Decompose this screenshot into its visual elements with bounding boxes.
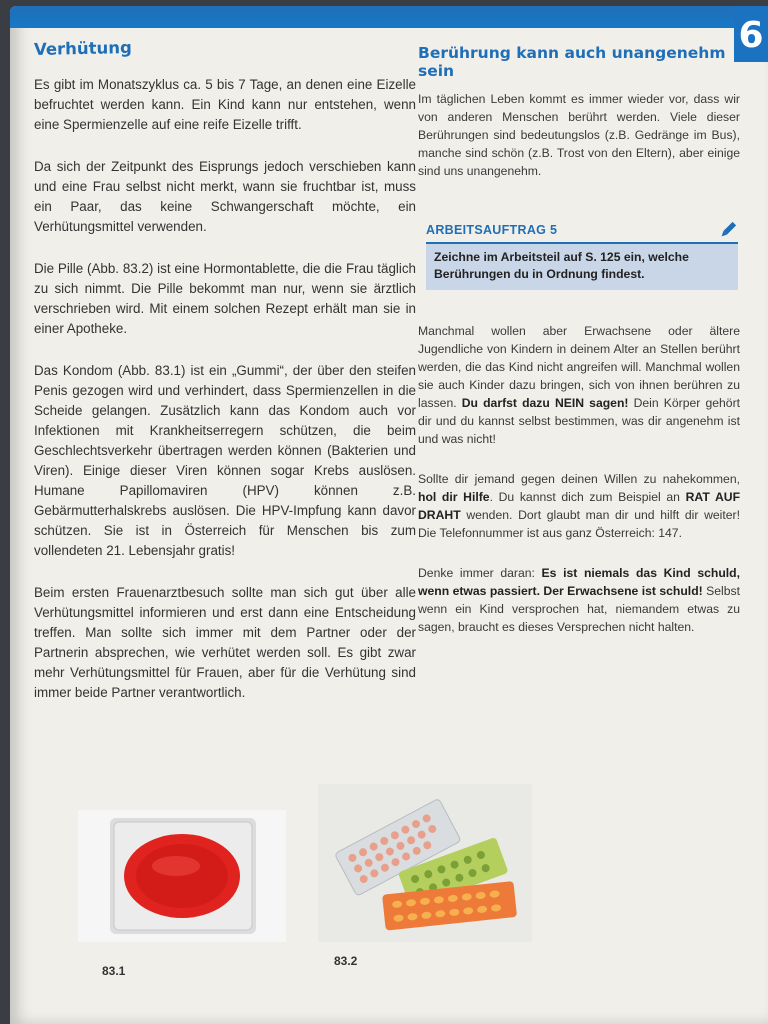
pill-pack-illustration: [318, 784, 532, 942]
emphasis: Du darfst dazu NEIN sagen!: [461, 396, 629, 410]
top-color-bar: [10, 6, 768, 28]
emphasis-rat-auf-draht: RAT AUF DRAHT: [418, 490, 741, 522]
text: Dein Körper gehört dir und du kannst selbst bestimmen, was dir angenehm ist und was nicht!: [418, 396, 741, 446]
paragraph: Beim ersten Frauenarztbesuch sollte man sich gut über alle Verhütungsmittel informieren und erst dann eine Entscheidung treffen. Man sollte sich immer mit dem Partner oder der Partnerin absprechen, wie verhütet werden soll. Es gibt zwar mehr Verhütungsmittel für Frauen, aber für die Verhütung sind immer beide Partner verantwortlich.: [34, 585, 416, 700]
condom-photo: [78, 810, 286, 942]
text: wenden. Dort glaubt man dir und hilft dir weiter! Die Telefonnummer ist aus ganz Österreich: 147.: [418, 508, 740, 540]
right-column: [418, 44, 740, 658]
text: Manchmal wollen aber Erwachsene oder ältere Jugendliche von Kindern in deinem Alter an Stellen berührt werden, die das Kind nicht angreifen will. Manchmal wollen sie auch Kinder dazu bringen, sich von ihnen berühren zu lassen.: [418, 324, 740, 410]
paragraph: Es gibt im Monatszyklus ca. 5 bis 7 Tage, an denen eine Eizelle befruchtet werden kann. Ein Kind kann nur entstehen, wenn eine Spermienzelle auf eine reife Eizelle trifft.: [34, 77, 416, 132]
paragraph-schuld: [418, 564, 740, 636]
task-text: Zeichne im Arbeitsteil auf S. 125 ein, welche Berührungen du in Ordnung findest.: [426, 244, 738, 290]
chapter-number-tab: 6: [734, 6, 768, 62]
section-title-verhuetung: Verhütung: [33, 37, 133, 59]
task-title: ARBEITSAUFTRAG 5: [426, 223, 558, 237]
left-column: [33, 37, 416, 725]
condom-illustration: [78, 810, 286, 942]
intro-paragraph: Im täglichen Leben kommt es immer wieder vor, dass wir von anderen Menschen berührt werden. Viele dieser Berührungen sind bedeutungslos (z.B. Gedränge im Bus), manche sind schön (z.B. Trost von den Eltern), aber einige sind uns unangenehm.: [418, 92, 740, 178]
text: . Du kannst dich zum Beispiel an: [489, 490, 680, 504]
text: Denke immer daran:: [418, 566, 535, 580]
section-title-beruehrung: Berührung kann auch unangenehm sein: [418, 44, 726, 80]
figure-caption-83-1: 83.1: [102, 964, 126, 978]
textbook-page: [10, 6, 768, 1024]
emphasis: hol dir Hilfe: [418, 490, 490, 504]
text: Sollte dir jemand gegen deinen Willen zu nahekommen,: [418, 472, 740, 486]
emphasis: Es ist niemals das Kind schuld, wenn etwas passiert. Der Erwachsene ist schuld!: [418, 566, 740, 598]
pencil-icon: [718, 220, 738, 240]
figure-caption-83-2: 83.2: [334, 954, 358, 968]
paragraph-nein-sagen: [418, 322, 740, 448]
paragraph: Die Pille (Abb. 83.2) ist eine Hormontablette, die die Frau täglich zu sich nimmt. Die Pille bekommt man nur, wenn sie ärztlich verschrieben wird. Mit einem solchen Rezept erhält man sie in einer Apotheke.: [34, 261, 416, 336]
task-header: [426, 220, 738, 244]
paragraph-hilfe: [418, 470, 740, 542]
paragraph: Da sich der Zeitpunkt des Eisprungs jedoch verschieben kann und eine Frau selbst nicht merkt, wann sie fruchtbar ist, muss ein Paar, das keine Schwangerschaft möchte, ein Verhütungsmittel verwenden.: [34, 159, 416, 234]
figures-area: [72, 784, 552, 984]
task-box: [426, 220, 738, 290]
text: Selbst wenn ein Kind versprochen hat, niemandem etwas zu sagen, braucht es dieses Versprechen nicht halten.: [418, 584, 740, 634]
pill-pack-photo: [318, 784, 532, 942]
paragraph: Das Kondom (Abb. 83.1) ist ein „Gummi“, der über den steifen Penis gezogen wird und verhindert, dass Spermienzellen in die Scheide gelangen. Zusätzlich kann das Kondom auch vor Infektionen mit Krankheitserregern schützen, die beim Geschlechtsverkehr übertragen werden können (Bakterien und Viren). Einige dieser Viren können sogar Krebs auslösen. Humane Papillomaviren (HPV) können z.B. Gebärmutterhalskrebs auslösen. Die HPV-Impfung kann davor schützen. Sie ist in Österreich für Menschen bis zum vollendeten 21. Lebensjahr gratis!: [34, 363, 416, 558]
